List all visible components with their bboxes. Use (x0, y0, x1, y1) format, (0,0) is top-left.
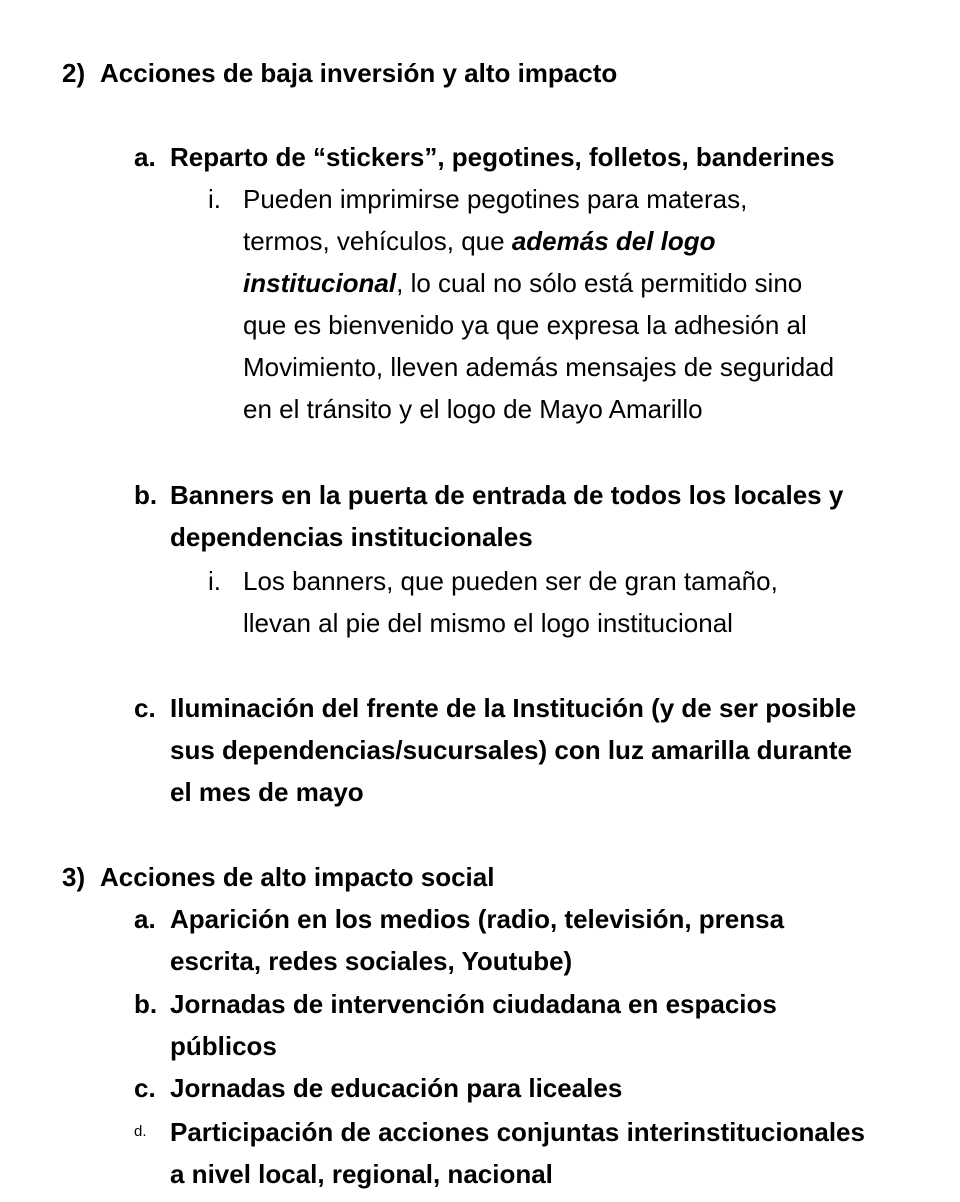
item-2a-i-line (243, 262, 802, 304)
section-2-number: 2) (62, 58, 86, 88)
section-2-heading: Acciones de baja inversión y alto impacto (100, 58, 618, 88)
item-2a-i-line: que es bienvenido ya que expresa la adhesión al (243, 310, 807, 340)
item-2b-heading: Banners en la puerta de entrada de todos los locales y (170, 480, 844, 510)
text-run: , lo cual no sólo está permitido sino (396, 268, 803, 298)
item-3a-heading: Aparición en los medios (radio, televisión, prensa (170, 904, 785, 934)
item-3d-heading: a nivel local, regional, nacional (170, 1159, 553, 1189)
item-3c-heading: Jornadas de educación para liceales (170, 1073, 623, 1103)
item-2c-heading: el mes de mayo (170, 777, 364, 807)
item-3a-marker: a. (134, 904, 156, 934)
text-run: termos, vehículos, que (243, 226, 512, 256)
item-2a-i-line: Movimiento, lleven además mensajes de seguridad (243, 352, 835, 382)
item-2a-i-line: Pueden imprimirse pegotines para materas, (243, 184, 748, 214)
item-2b-marker: b. (134, 480, 158, 510)
item-3b-heading: públicos (170, 1031, 277, 1061)
emphasis-text: institucional (243, 268, 397, 298)
section-3-number: 3) (62, 862, 86, 892)
item-2b-heading: dependencias institucionales (170, 522, 533, 552)
item-2a-i-line: en el tránsito y el logo de Mayo Amarillo (243, 394, 703, 424)
emphasis-text: además del logo (511, 226, 716, 256)
item-3d-marker: d. (134, 1123, 147, 1140)
item-3a-heading: escrita, redes sociales, Youtube) (170, 946, 573, 976)
item-2a-i-marker: i. (208, 184, 221, 214)
item-2c-heading: Iluminación del frente de la Institución (y de ser posible (170, 693, 857, 723)
item-2a-heading: Reparto de “stickers”, pegotines, folletos, banderines (170, 142, 835, 172)
item-2a-marker: a. (134, 142, 156, 172)
item-2c-marker: c. (134, 693, 156, 723)
item-2b-i-line: llevan al pie del mismo el logo institucional (243, 608, 733, 638)
item-2a-i-line (243, 220, 716, 262)
item-3b-heading: Jornadas de intervención ciudadana en espacios (170, 989, 777, 1019)
item-2b-i-line: Los banners, que pueden ser de gran tamaño, (243, 566, 778, 596)
item-3d-heading: Participación de acciones conjuntas interinstitucionales (170, 1117, 865, 1147)
item-3b-marker: b. (134, 989, 158, 1019)
item-2b-i-marker: i. (208, 566, 221, 596)
section-3-heading: Acciones de alto impacto social (100, 862, 495, 892)
item-3c-marker: c. (134, 1073, 156, 1103)
item-2c-heading: sus dependencias/sucursales) con luz amarilla durante (170, 735, 853, 765)
